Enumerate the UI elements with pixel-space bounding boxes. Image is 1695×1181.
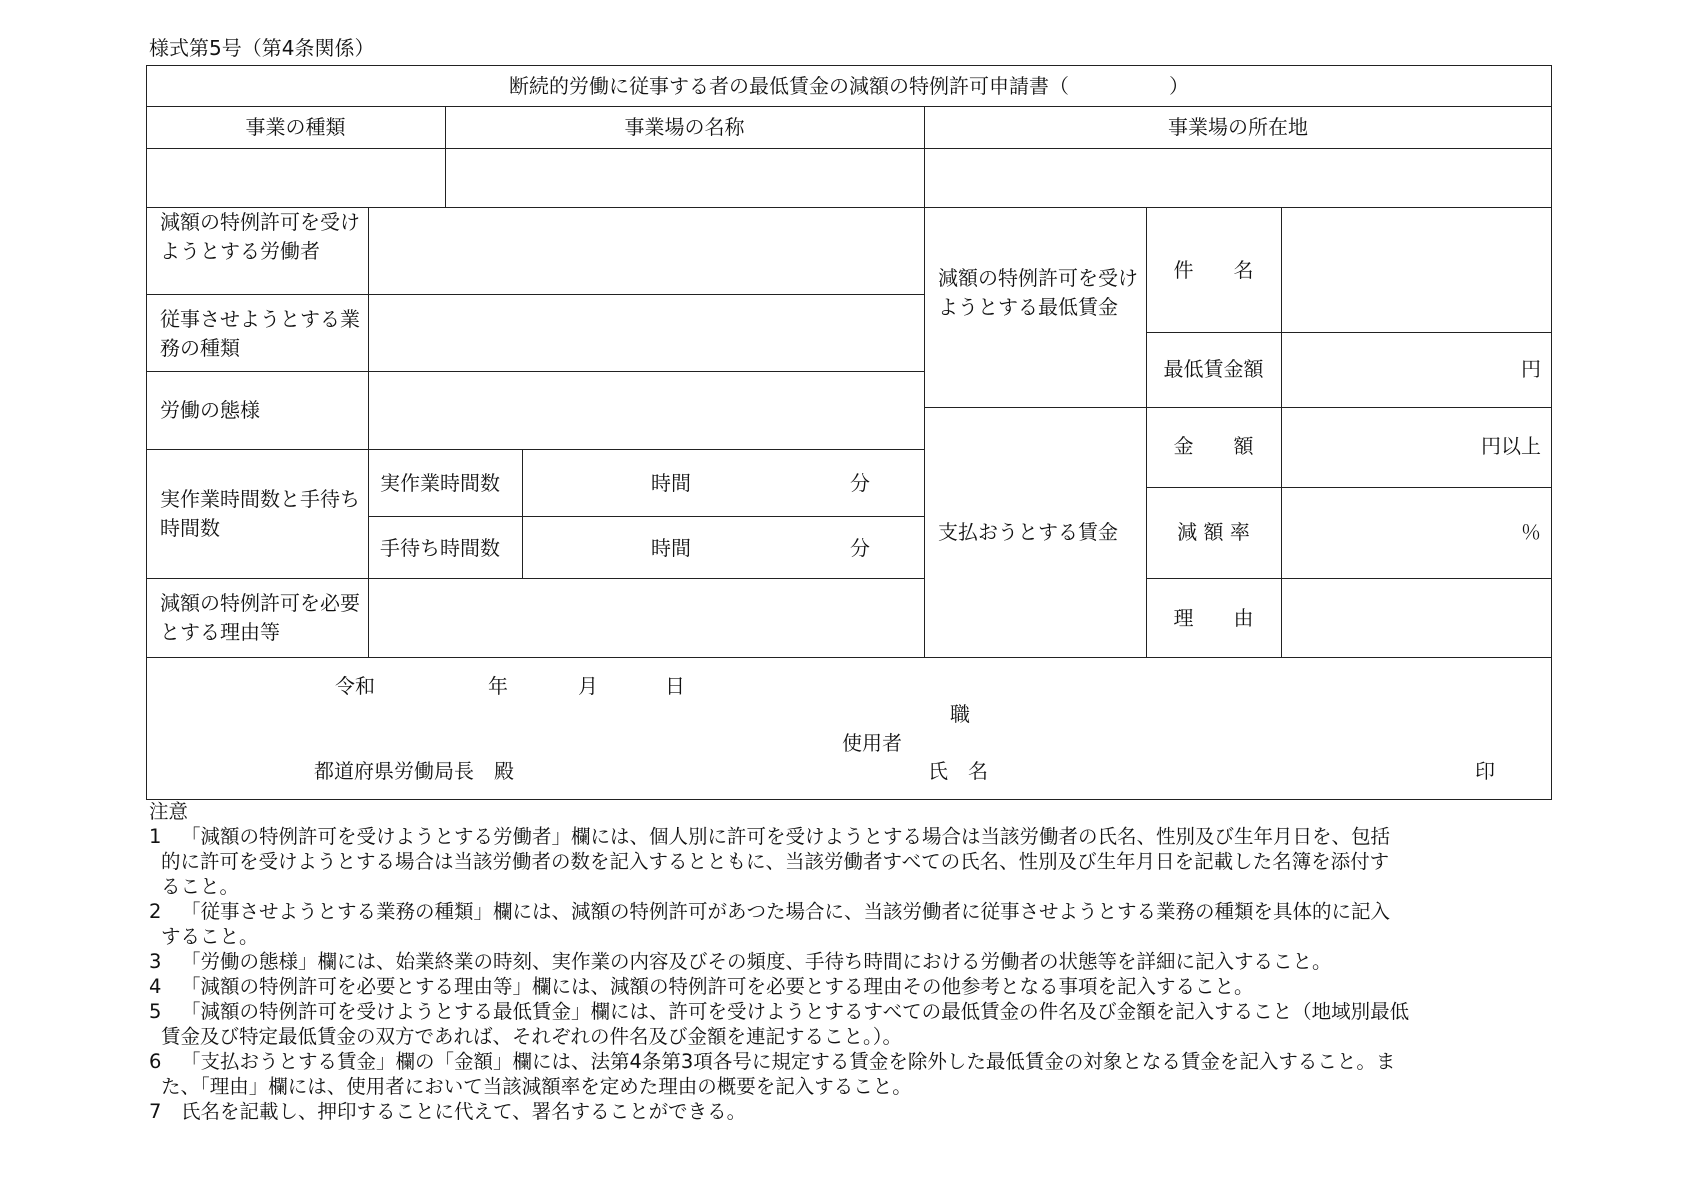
form-title: 断続的労働に従事する者の最低賃金の減額の特例許可申請書（ ） (509, 74, 1189, 98)
unit-yen: 円 (1521, 357, 1541, 381)
unit-hour: 時間 (651, 536, 691, 560)
label-case-name: 件 名 (1173, 258, 1254, 282)
label-paid-wage: 支払おうとする賃金 (938, 520, 1118, 544)
form-number: 様式第5号（第4条関係） (149, 36, 375, 60)
label-amount: 金 額 (1173, 434, 1254, 458)
date-era: 令和 (335, 674, 375, 698)
note-item: 6 「支払おうとする賃金」欄の「金額」欄には、法第4条第3項各号に規定する賃金を除外した最低賃金の対象となる賃金を記入すること。ま た、「理由」欄には、使用者において当該減額率を定めた理由の概要を記入すること。 (149, 1050, 1396, 1098)
label-hours: 実作業時間数と手待ち時間数 (160, 487, 360, 540)
label-min-wage-amount: 最低賃金額 (1163, 357, 1264, 381)
date-day: 日 (665, 674, 685, 698)
date-year: 年 (488, 674, 508, 698)
label-workers: 減額の特例許可を受けようとする労働者 (160, 210, 360, 263)
note-item: 2 「従事させようとする業務の種類」欄には、減額の特例許可があつた場合に、当該労働者に従事させようとする業務の種類を具体的に記入 すること。 (149, 900, 1391, 948)
unit-minute: 分 (850, 471, 870, 495)
label-reason: 減額の特例許可を必要とする理由等 (160, 591, 360, 644)
unit-yen-or-more: 円以上 (1481, 434, 1541, 458)
header-workplace-address: 事業場の所在地 (1168, 115, 1308, 139)
label-standby-hours: 手待ち時間数 (380, 536, 500, 560)
label-employer: 使用者 (842, 731, 902, 755)
seal-mark: 印 (1475, 759, 1495, 783)
note-item: 1 「減額の特例許可を受けようとする労働者」欄には、個人別に許可を受けようとする場合は当該労働者の氏名、性別及び生年月日を、包括 的に許可を受けようとする場合は当該労働者の数を記入するとともに、当該労働者すべての氏名、性別及び生年月日を記載した名簿を添付す ること。 (149, 825, 1391, 898)
unit-hour: 時間 (651, 471, 691, 495)
note-item: 4 「減額の特例許可を必要とする理由等」欄には、減額の特例許可を必要とする理由その他参考となる事項を記入すること。 (149, 975, 1254, 998)
date-month: 月 (578, 674, 598, 698)
unit-percent: ％ (1521, 520, 1541, 544)
notes-heading: 注意 (149, 800, 189, 823)
note-item: 5 「減額の特例許可を受けようとする最低賃金」欄には、許可を受けようとするすべての最低賃金の件名及び金額を記入すること（地域別最低 賃金及び特定最低賃金の双方であれば、それぞれの件名及び金額を連記すること。）。 (149, 1000, 1410, 1048)
label-actual-hours: 実作業時間数 (380, 471, 500, 495)
header-business-type: 事業の種類 (245, 115, 346, 139)
unit-minute: 分 (850, 536, 870, 560)
header-workplace-name: 事業場の名称 (624, 115, 745, 139)
label-position: 職 (950, 702, 970, 726)
label-work-type: 従事させようとする業務の種類 (160, 307, 360, 360)
addressee: 都道府県労働局長 殿 (314, 759, 514, 783)
note-item: 3 「労働の態様」欄には、始業終業の時刻、実作業の内容及びその頻度、手待ち時間における労働者の状態等を詳細に記入すること。 (149, 950, 1332, 973)
label-min-wage: 減額の特例許可を受けようとする最低賃金 (938, 266, 1138, 319)
label-reduction-rate: 減 額 率 (1177, 520, 1250, 544)
note-item: 7 氏名を記載し、押印することに代えて、署名することができる。 (149, 1100, 747, 1123)
label-reason-right: 理 由 (1173, 606, 1254, 630)
label-work-mode: 労働の態様 (160, 398, 260, 422)
label-name: 氏 名 (928, 759, 988, 783)
